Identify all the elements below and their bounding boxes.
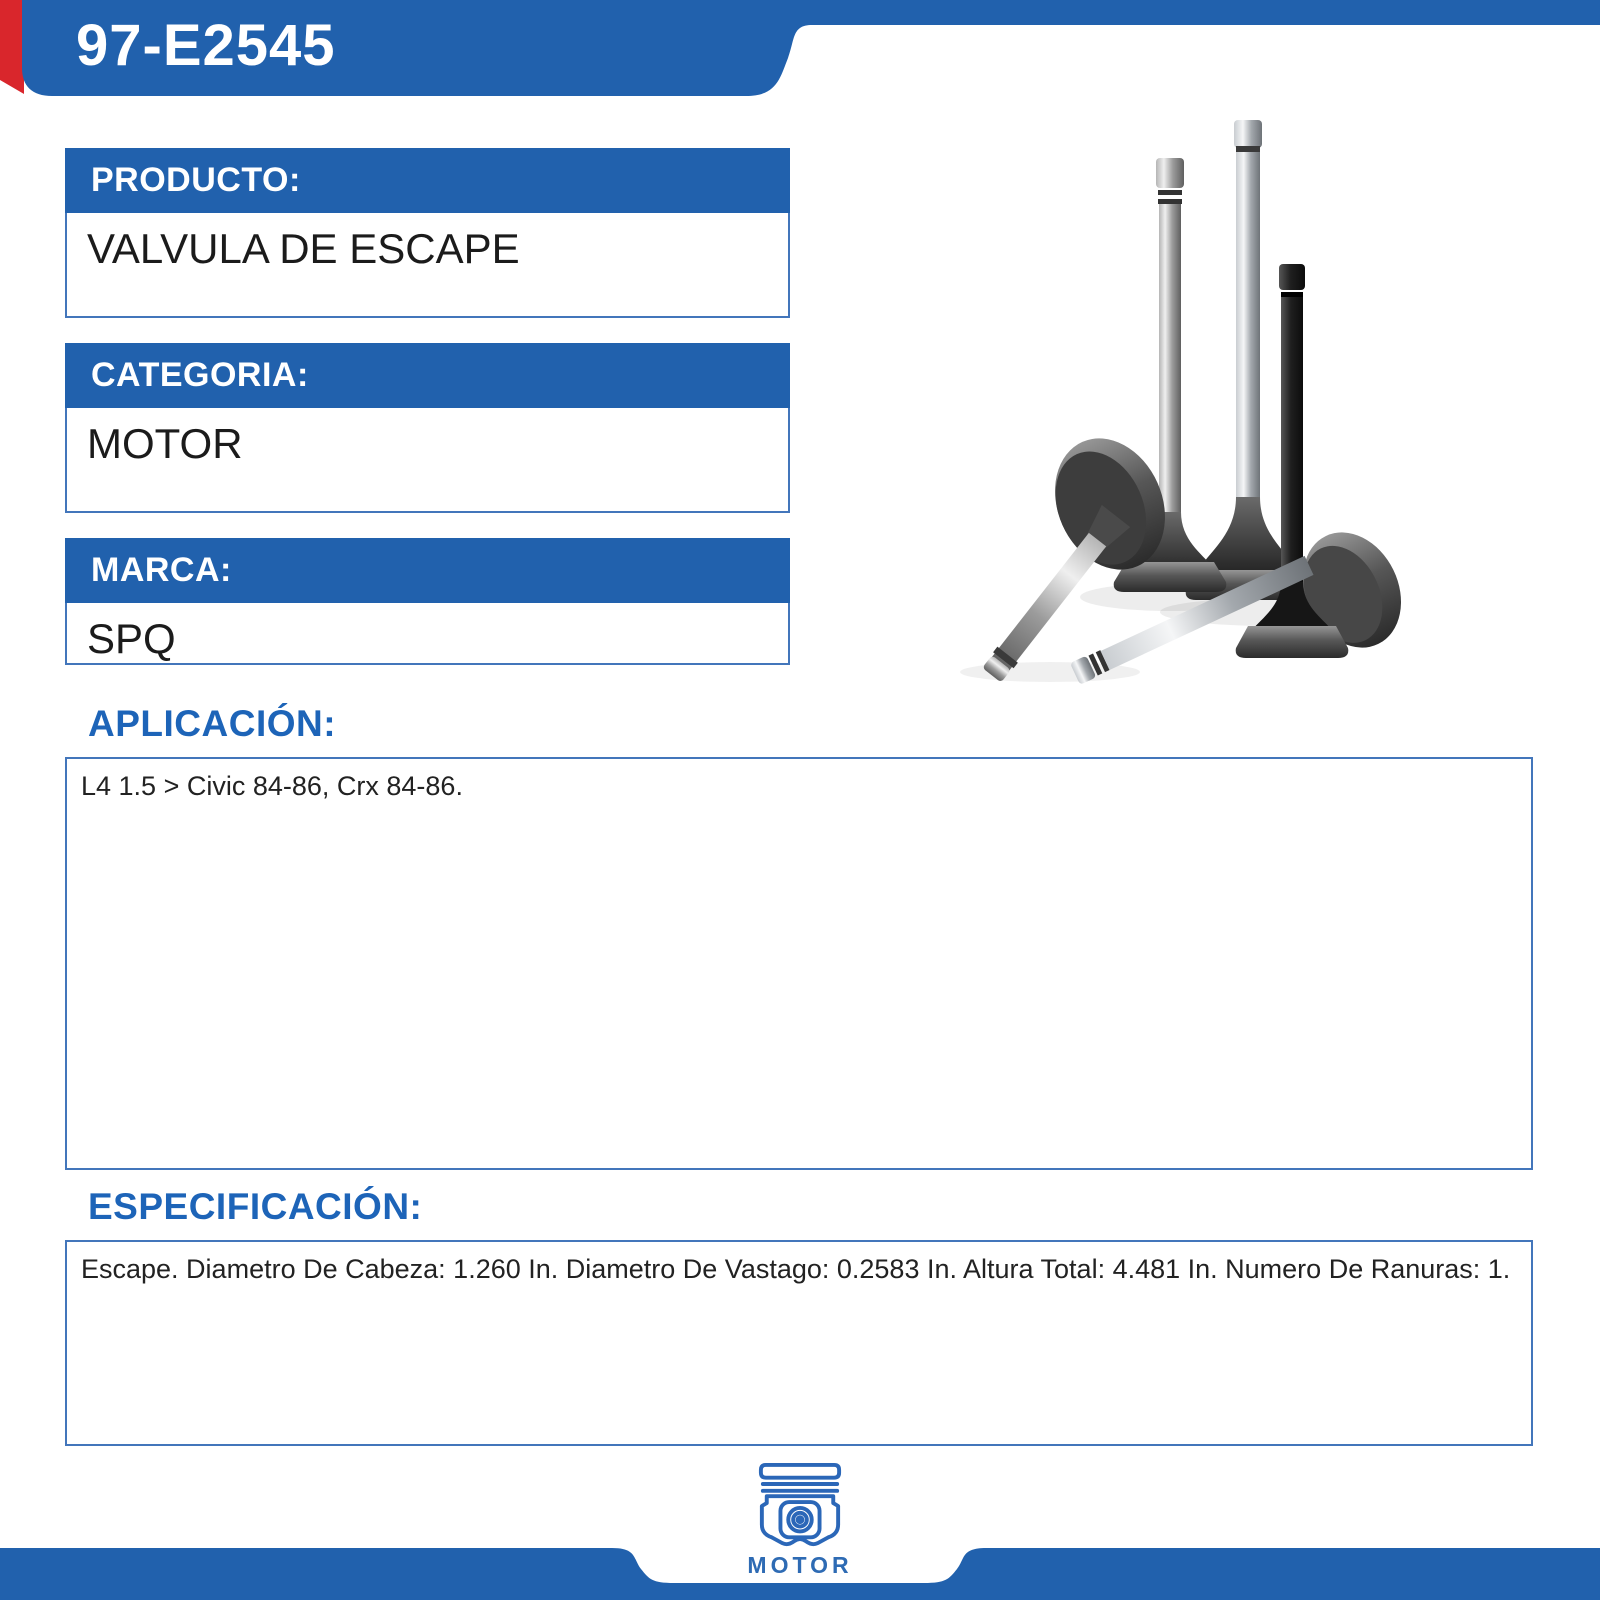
especificacion-text: Escape. Diametro De Cabeza: 1.260 In. Diametro De Vastago: 0.2583 In. Altura Total: 4.481 In. Numero De Ranuras: 1. xyxy=(81,1254,1511,1284)
producto-value: VALVULA DE ESCAPE xyxy=(65,213,790,318)
especificacion-heading: ESPECIFICACIÓN: xyxy=(88,1186,423,1227)
categoria-header: CATEGORIA: xyxy=(65,343,790,408)
producto-box xyxy=(65,148,790,318)
piston-icon xyxy=(754,1462,846,1550)
footer-category-label: MOTOR xyxy=(747,1552,853,1578)
aplicacion-text: L4 1.5 > Civic 84-86, Crx 84-86. xyxy=(81,771,463,801)
producto-header: PRODUCTO: xyxy=(65,148,790,213)
red-accent xyxy=(0,0,24,94)
marca-value: SPQ xyxy=(65,603,790,665)
marca-box xyxy=(65,538,790,665)
part-number-title: 97-E2545 xyxy=(76,13,336,78)
aplicacion-heading: APLICACIÓN: xyxy=(88,703,337,744)
aplicacion-box xyxy=(65,757,1533,1170)
valves-photo xyxy=(870,112,1450,684)
marca-header: MARCA: xyxy=(65,538,790,603)
especificacion-box xyxy=(65,1240,1533,1446)
categoria-box xyxy=(65,343,790,513)
categoria-value: MOTOR xyxy=(65,408,790,513)
